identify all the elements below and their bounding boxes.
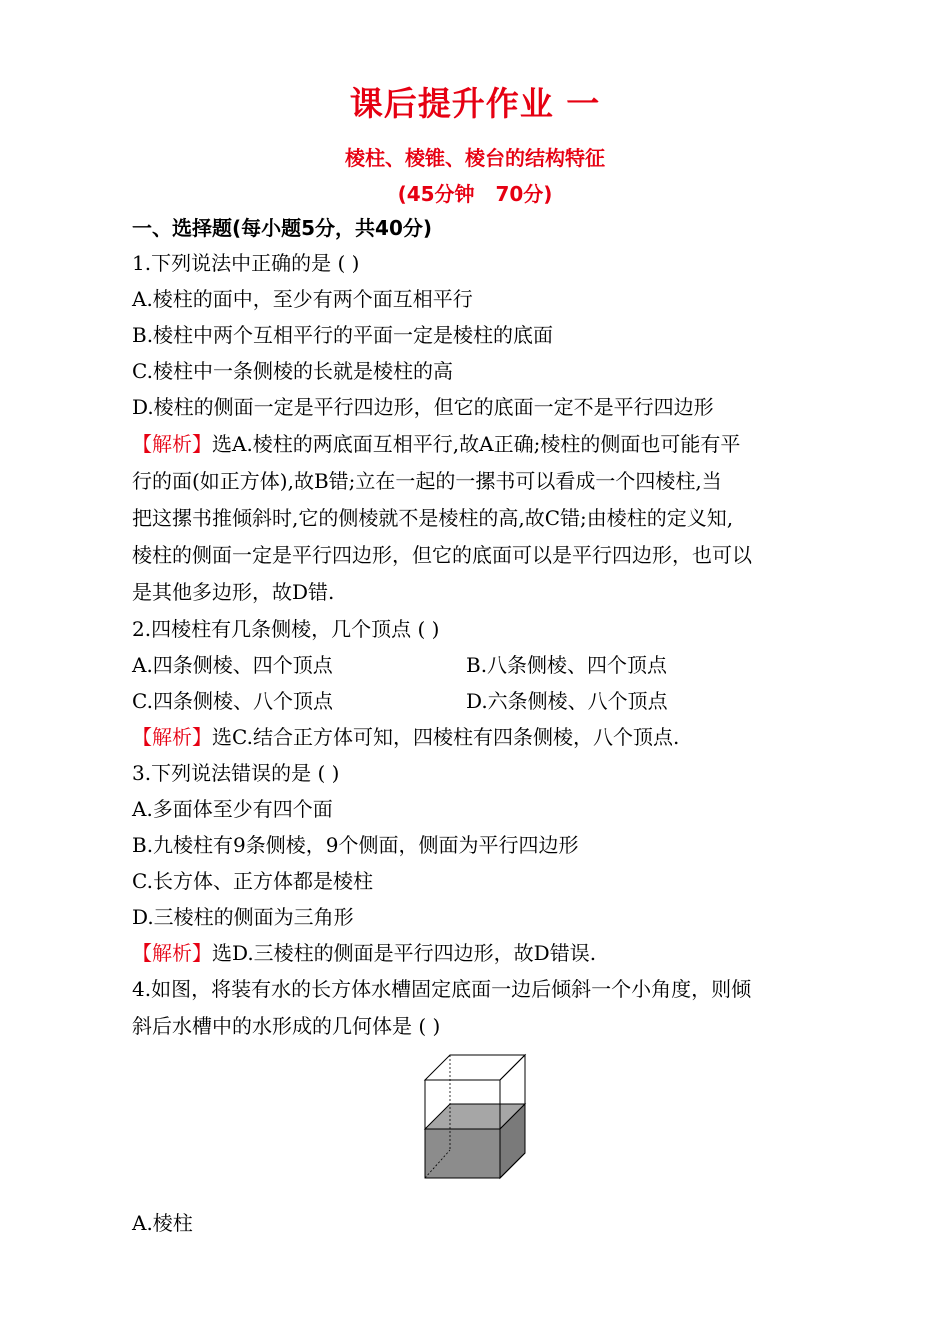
q2-option-d: D.六条侧棱、八个顶点 bbox=[466, 689, 668, 713]
q2-stem: 2.四棱柱有几条侧棱，几个顶点 ( ) bbox=[132, 617, 440, 641]
q1-option-d: D.棱柱的侧面一定是平行四边形，但它的底面一定不是平行四边形 bbox=[132, 395, 714, 419]
q1-analysis-line3: 把这摞书推倾斜时,它的侧棱就不是棱柱的高,故C错;由棱柱的定义知, bbox=[132, 506, 734, 530]
tank-top-face bbox=[425, 1055, 525, 1080]
q4-stem-line1: 4.如图，将装有水的长方体水槽固定底面一边后倾斜一个小角度，则倾 bbox=[132, 977, 752, 1001]
page-subtitle: 棱柱、棱锥、棱台的结构特征 bbox=[345, 146, 605, 170]
q1-analysis-line4: 棱柱的侧面一定是平行四边形，但它的底面可以是平行四边形，也可以 bbox=[132, 543, 752, 567]
water-front-face bbox=[425, 1129, 500, 1178]
q3-option-b: B.九棱柱有9条侧棱，9个侧面，侧面为平行四边形 bbox=[132, 833, 579, 857]
q3-option-c: C.长方体、正方体都是棱柱 bbox=[132, 869, 373, 893]
q2-option-a: A.四条侧棱、四个顶点 bbox=[132, 653, 333, 677]
time-score: (45分钟 70分) bbox=[397, 182, 553, 206]
page-title: 课后提升作业 一 bbox=[349, 84, 601, 123]
q2-option-b: B.八条侧棱、四个顶点 bbox=[466, 653, 668, 677]
q2-option-c: C.四条侧棱、八个顶点 bbox=[132, 689, 333, 713]
q1-option-a: A.棱柱的面中，至少有两个面互相平行 bbox=[132, 287, 473, 311]
q1-option-b: B.棱柱中两个互相平行的平面一定是棱柱的底面 bbox=[132, 323, 554, 347]
q3-option-d: D.三棱柱的侧面为三角形 bbox=[132, 905, 354, 929]
q3-option-a: A.多面体至少有四个面 bbox=[132, 797, 333, 821]
q3-stem: 3.下列说法错误的是 ( ) bbox=[132, 761, 340, 785]
q3-analysis bbox=[132, 935, 596, 971]
q2-analysis bbox=[132, 719, 679, 755]
q1-analysis-line2: 行的面(如正方体),故B错;立在一起的一摞书可以看成一个四棱柱,当 bbox=[132, 469, 722, 493]
analysis-tag: 【解析】 bbox=[132, 941, 212, 965]
q4-stem-line2: 斜后水槽中的水形成的几何体是 ( ) bbox=[132, 1014, 441, 1038]
q1-option-c: C.棱柱中一条侧棱的长就是棱柱的高 bbox=[132, 359, 453, 383]
q3-analysis-text: 选D.三棱柱的侧面是平行四边形，故D错误. bbox=[212, 941, 597, 965]
q1-analysis-text1: 选A.棱柱的两底面互相平行,故A正确;棱柱的侧面也可能有平 bbox=[212, 432, 741, 456]
q1-stem: 1.下列说法中正确的是 ( ) bbox=[132, 251, 360, 275]
q2-analysis-text: 选C.结合正方体可知，四棱柱有四条侧棱，八个顶点. bbox=[212, 725, 680, 749]
q1-analysis-line1 bbox=[132, 426, 740, 462]
section-heading: 一、选择题(每小题5分，共40分) bbox=[132, 216, 433, 240]
q1-analysis-line5: 是其他多边形，故D错. bbox=[132, 580, 335, 604]
analysis-tag: 【解析】 bbox=[132, 432, 212, 456]
water-tank-figure bbox=[420, 1050, 530, 1185]
analysis-tag: 【解析】 bbox=[132, 725, 212, 749]
q4-option-a: A.棱柱 bbox=[132, 1211, 193, 1235]
